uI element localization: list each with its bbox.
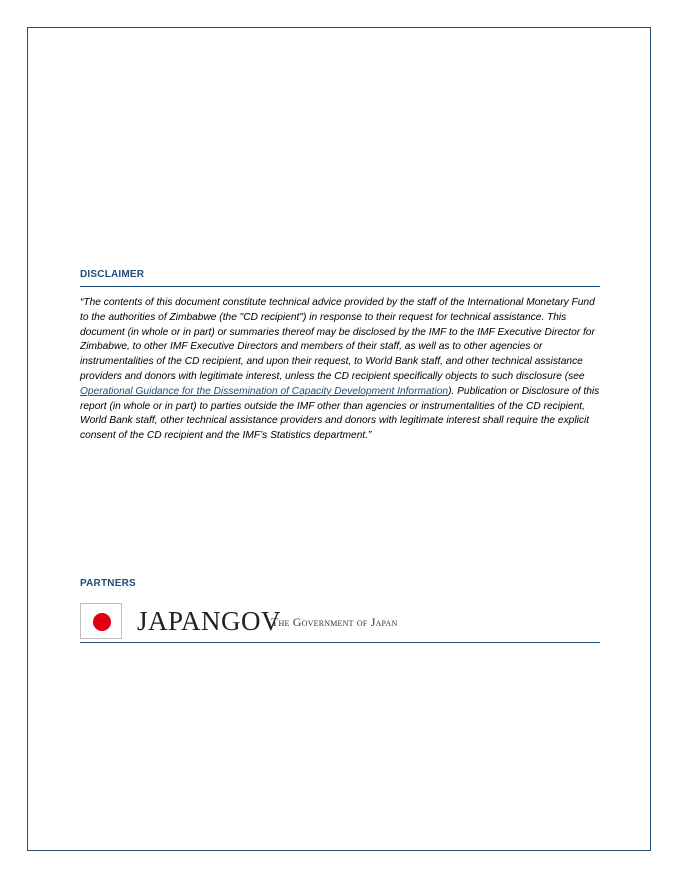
operational-guidance-link[interactable]: Operational Guidance for the Dissemination of Capacity Development Information: [80, 385, 449, 397]
japan-flag-icon: [80, 603, 122, 639]
disclaimer-text-part-2: ). Publication or Disclosure of this report (in whole or in part) to parties outside the IMF other than agencies or instrumentalities of the CD recipient, World Bank staff, other technical assistance providers and donors with legitimate interest shall require the explicit consent of the CD recipient and the IMF’s Statistics department.”: [80, 385, 600, 442]
logo-tagline: The Government of Japan: [271, 615, 398, 629]
partners-divider: [80, 642, 600, 643]
japangov-logo: [80, 603, 600, 641]
flag-red-disc: [93, 613, 111, 631]
disclaimer-divider: [80, 286, 600, 287]
disclaimer-heading: DISCLAIMER: [80, 269, 145, 280]
disclaimer-text: [80, 296, 600, 444]
partners-heading: PARTNERS: [80, 578, 136, 589]
logo-brand-name: JAPANGOV: [137, 606, 282, 636]
disclaimer-text-part-1: “The contents of this document constitute technical advice provided by the staff of the International Monetary Fund to the authorities of Zimbabwe (the "CD recipient") in response to their request for technical assistance. This document (in whole or in part) or summaries thereof may be disclosed by the IMF to the IMF Executive Director for Zimbabwe, to other IMF Executive Directors and members of their staff, as well as to other agencies or instrumentalities of the CD recipient, and upon their request, to World Bank staff, and other technical assistance providers and donors with legitimate interest, unless the CD recipient specifically objects to such disclosure (see: [80, 297, 595, 382]
